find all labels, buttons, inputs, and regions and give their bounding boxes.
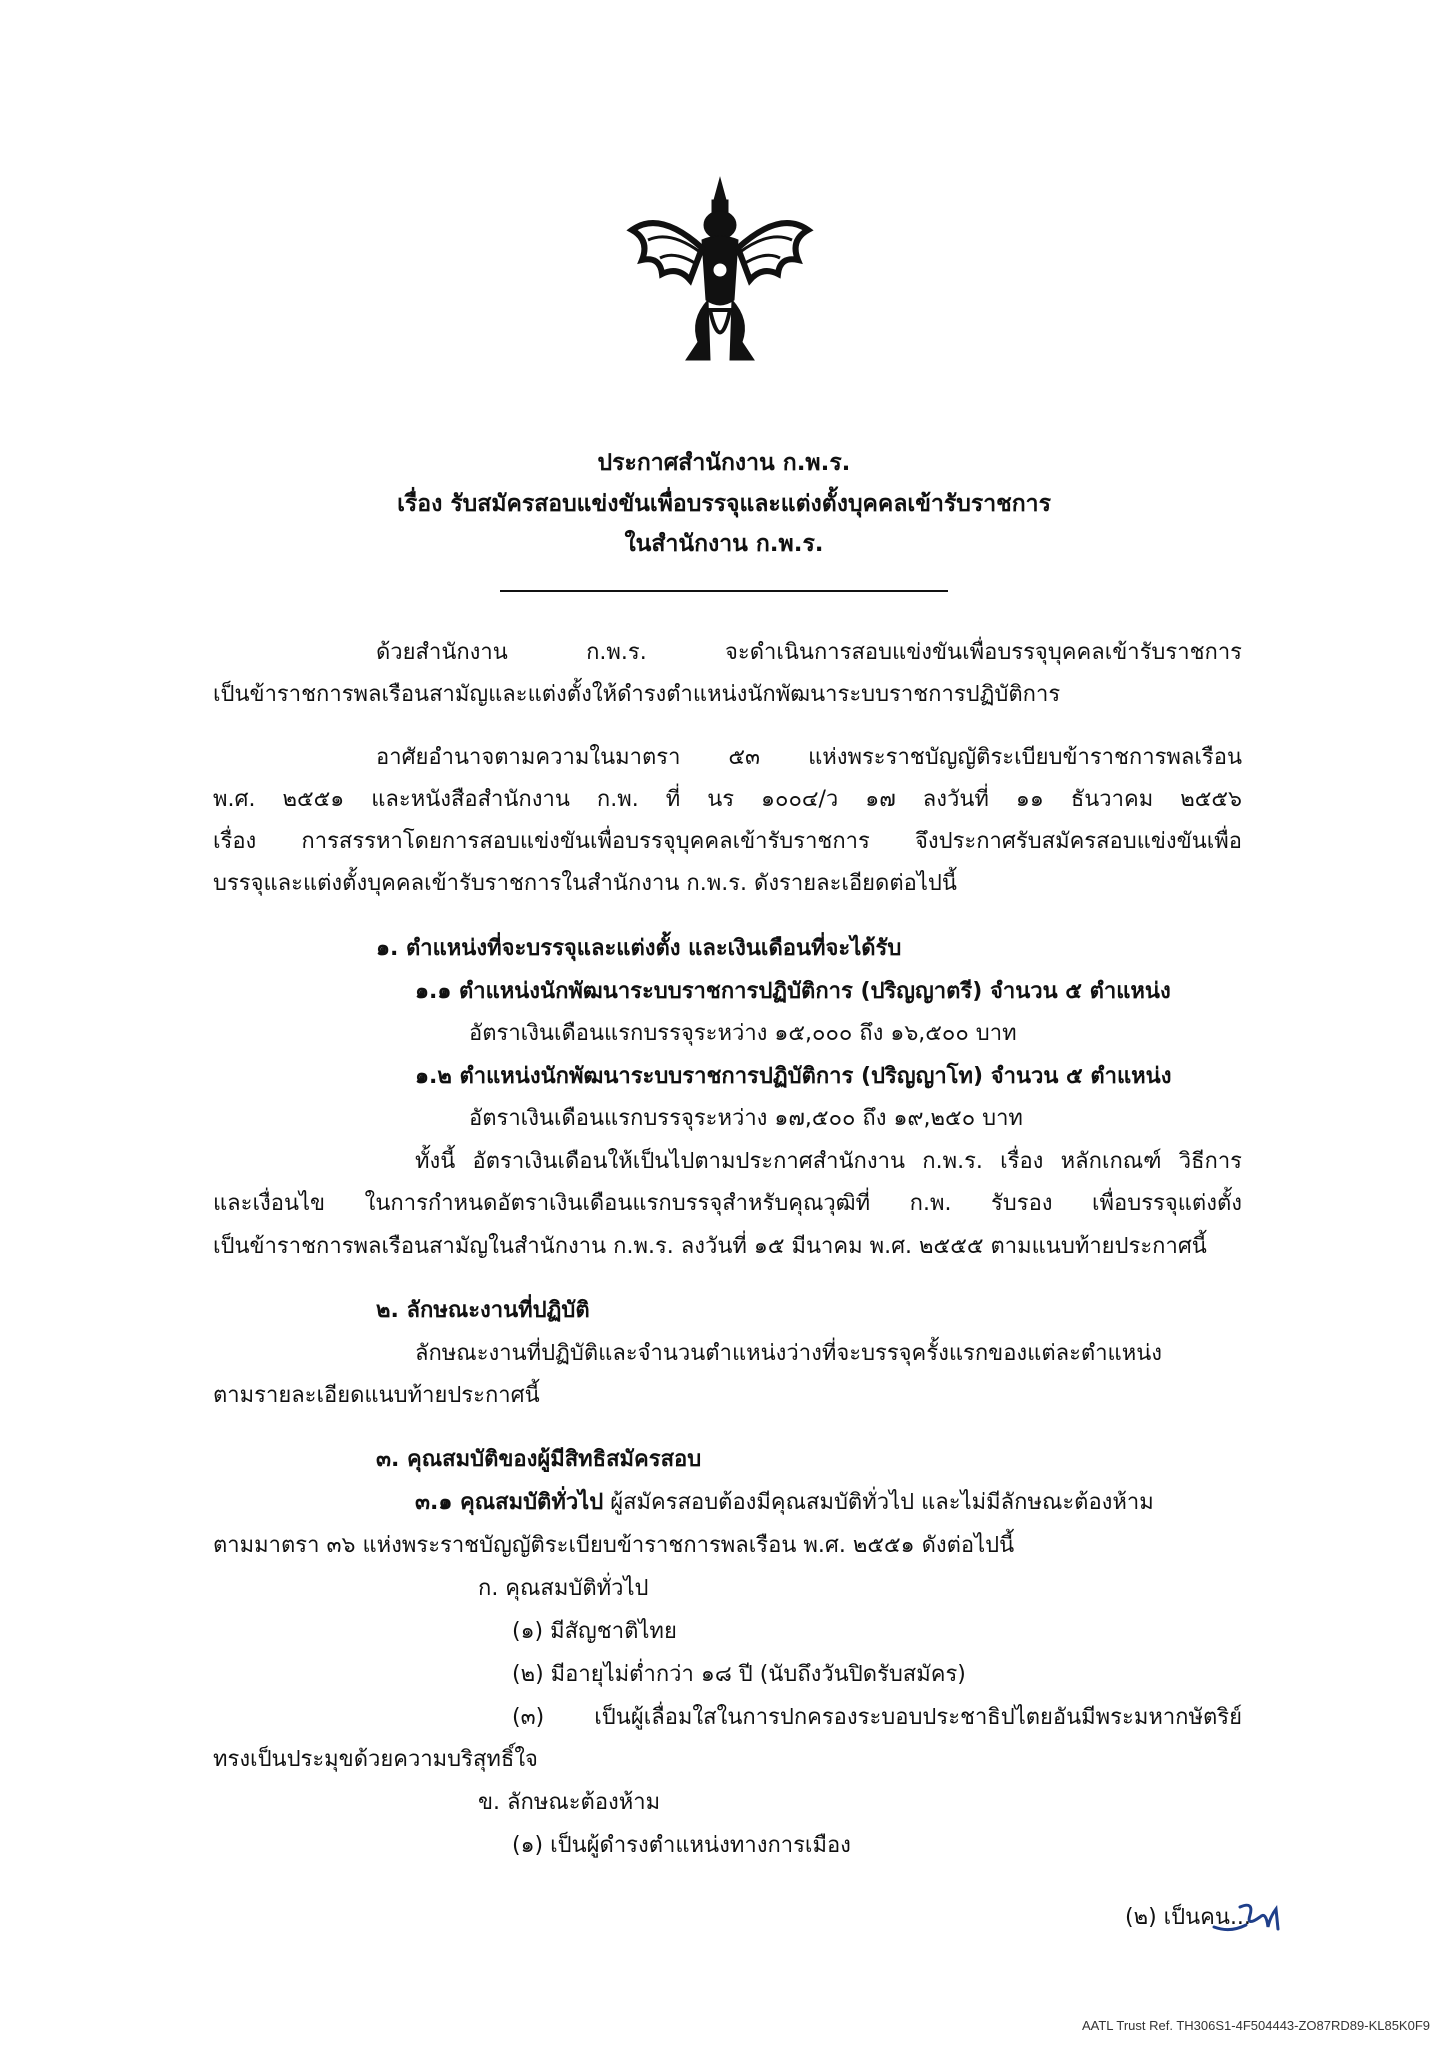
position-item-title: ๑.๒ ตำแหน่งนักพัฒนาระบบราชการปฏิบัติการ (ปริญญาโท) จำนวน ๕ ตำแหน่ง xyxy=(415,1064,1172,1089)
paragraph-line: ทั้งนี้ อัตราเงินเดือนให้เป็นไปตามประกาศสำนักงาน ก.พ.ร. เรื่อง หลักเกณฑ์ วิธีการ xyxy=(415,1149,1242,1174)
paragraph-line: ตามรายละเอียดแนบท้ายประกาศนี้ xyxy=(213,1383,540,1408)
paragraph-line: ลักษณะงานที่ปฏิบัติและจำนวนตำแหน่งว่างที่จะบรรจุครั้งแรกของแต่ละตำแหน่ง xyxy=(415,1341,1163,1366)
garuda-emblem xyxy=(620,170,820,370)
qualification-rest: ผู้สมัครสอบต้องมีคุณสมบัติทั่วไป และไม่มีลักษณะต้องห้าม xyxy=(603,1490,1154,1515)
paragraph-line: พ.ศ. ๒๕๕๑ และหนังสือสำนักงาน ก.พ. ที่ นร ๑๐๐๔/ว ๑๗ ลงวันที่ ๑๑ ธันวาคม ๒๕๕๖ xyxy=(213,787,1242,812)
paragraph-line: ตามมาตรา ๓๖ แห่งพระราชบัญญัติระเบียบข้าราชการพลเรือน พ.ศ. ๒๕๕๑ ดังต่อไปนี้ xyxy=(213,1533,1015,1558)
paragraph-line: เป็นข้าราชการพลเรือนสามัญในสำนักงาน ก.พ.ร. ลงวันที่ ๑๕ มีนาคม พ.ศ. ๒๕๕๕ ตามแนบท้ายประกาศนี้ xyxy=(213,1234,1207,1259)
announcement-title: ประกาศสำนักงาน ก.พ.ร. xyxy=(597,450,851,476)
continuation-text: (๒) เป็นคน... xyxy=(1125,1905,1251,1930)
qualification-line xyxy=(415,1487,1154,1519)
list-item: (๓) เป็นผู้เลื่อมใสในการปกครองระบอบประชาธิปไตยอันมีพระมหากษัตริย์ xyxy=(512,1705,1242,1730)
paragraph-line: เรื่อง การสรรหาโดยการสอบแข่งขันเพื่อบรรจุบุคคลเข้ารับราชการ จึงประกาศรับสมัครสอบแข่งขันเพื่อ xyxy=(213,829,1242,854)
paragraph-line: ทรงเป็นประมุขด้วยความบริสุทธิ์ใจ xyxy=(213,1747,538,1772)
paragraph-line: และเงื่อนไข ในการกำหนดอัตราเงินเดือนแรกบรรจุสำหรับคุณวุฒิที่ ก.พ. รับรอง เพื่อบรรจุแต่งตั้ง xyxy=(213,1191,1242,1216)
section-heading: ๓. คุณสมบัติของผู้มีสิทธิสมัครสอบ xyxy=(376,1447,702,1472)
paragraph-line: บรรจุและแต่งตั้งบุคคลเข้ารับราชการในสำนักงาน ก.พ.ร. ดังรายละเอียดต่อไปนี้ xyxy=(213,871,957,896)
list-item: (๑) มีสัญชาติไทย xyxy=(512,1619,677,1644)
qualification-lead: ๓.๑ คุณสมบัติทั่วไป xyxy=(415,1490,604,1515)
paragraph-line: ด้วยสำนักงาน ก.พ.ร. จะดำเนินการสอบแข่งขันเพื่อบรรจุบุคคลเข้ารับราชการ xyxy=(376,640,1242,665)
list-item: (๒) มีอายุไม่ต่ำกว่า ๑๘ ปี (นับถึงวันปิดรับสมัคร) xyxy=(512,1662,966,1687)
paragraph-line: เป็นข้าราชการพลเรือนสามัญและแต่งตั้งให้ดำรงตำแหน่งนักพัฒนาระบบราชการปฏิบัติการ xyxy=(213,682,1061,707)
announcement-subject-cont: ในสำนักงาน ก.พ.ร. xyxy=(624,531,824,557)
footer-reference: AATL Trust Ref. TH306S1-4F504443-ZO87RD89-KL85K0F9 xyxy=(1081,2018,1430,2033)
section-heading: ๒. ลักษณะงานที่ปฏิบัติ xyxy=(376,1298,590,1323)
signature-mark xyxy=(1210,1897,1285,1937)
announcement-subject: เรื่อง รับสมัครสอบแข่งขันเพื่อบรรจุและแต่งตั้งบุคคลเข้ารับราชการ xyxy=(397,491,1051,517)
position-item-title: ๑.๑ ตำแหน่งนักพัฒนาระบบราชการปฏิบัติการ (ปริญญาตรี) จำนวน ๕ ตำแหน่ง xyxy=(415,979,1171,1004)
salary-range: อัตราเงินเดือนแรกบรรจุระหว่าง ๑๗,๕๐๐ ถึง ๑๙,๒๕๐ บาท xyxy=(469,1106,1023,1131)
sub-heading: ก. คุณสมบัติทั่วไป xyxy=(478,1576,649,1601)
salary-range: อัตราเงินเดือนแรกบรรจุระหว่าง ๑๕,๐๐๐ ถึง ๑๖,๕๐๐ บาท xyxy=(469,1021,1017,1046)
sub-heading: ข. ลักษณะต้องห้าม xyxy=(478,1790,661,1815)
list-item: (๑) เป็นผู้ดำรงตำแหน่งทางการเมือง xyxy=(512,1833,851,1858)
paragraph-line: อาศัยอำนาจตามความในมาตรา ๕๓ แห่งพระราชบัญญัติระเบียบข้าราชการพลเรือน xyxy=(376,745,1242,770)
title-divider xyxy=(500,590,948,592)
section-heading: ๑. ตำแหน่งที่จะบรรจุและแต่งตั้ง และเงินเดือนที่จะได้รับ xyxy=(376,936,902,961)
